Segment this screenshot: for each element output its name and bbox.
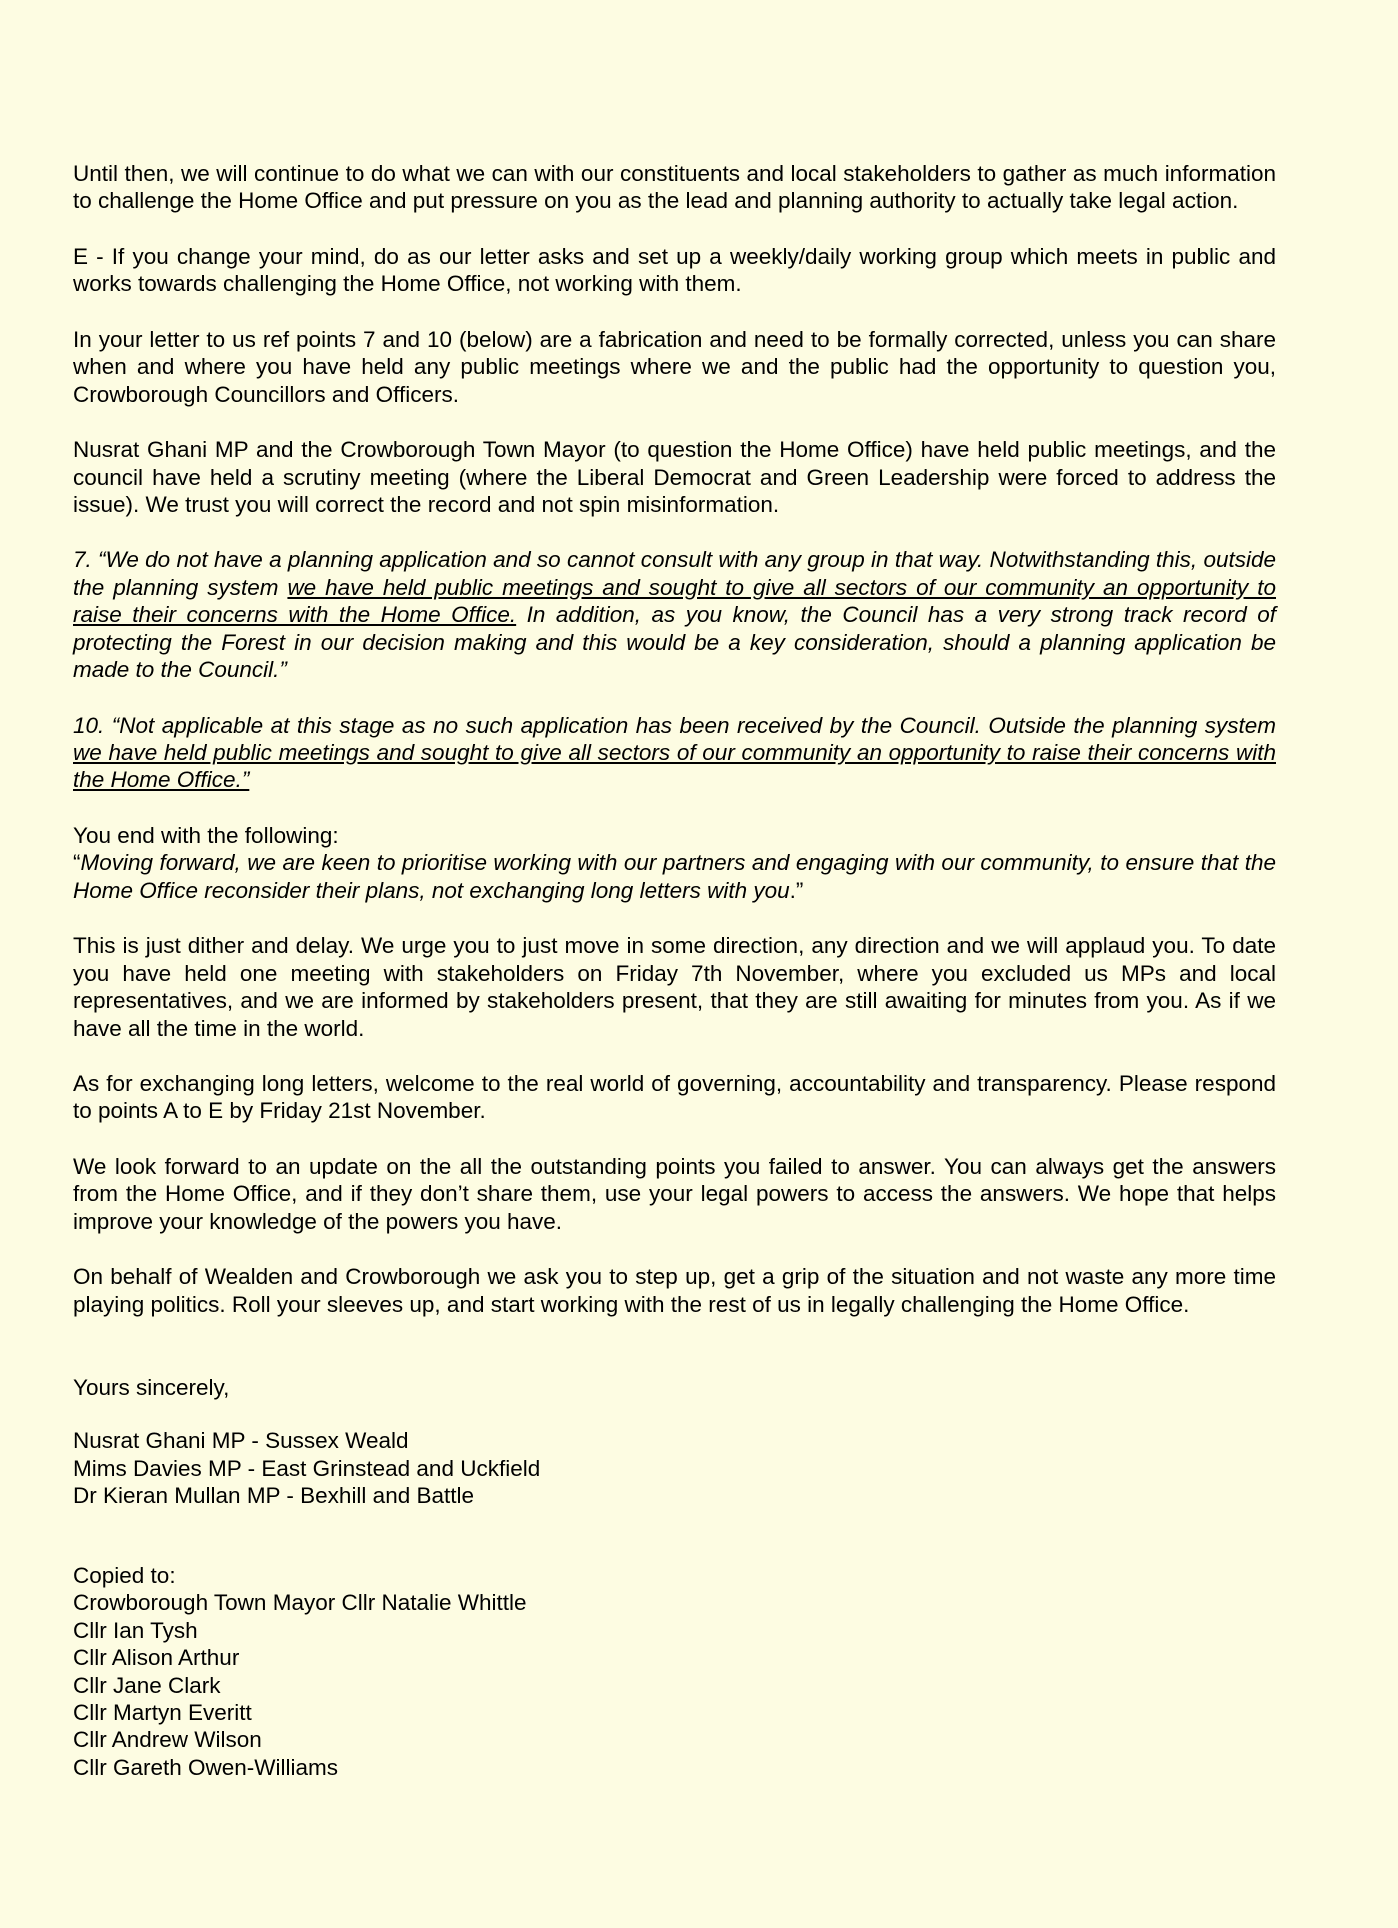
signatory-1: Nusrat Ghani MP - Sussex Weald [73,1428,409,1454]
copied-to-recipient: Cllr Alison Arthur [73,1645,240,1671]
quoted-point-10-part-a: 10. “Not applicable at this stage as no such application has been received by the Council. Outside the planning system [73,712,1276,738]
copied-to-recipient: Cllr Andrew Wilson [73,1727,262,1753]
quote-open-mark: “ [73,850,81,876]
paragraph-until-then: Until then, we will continue to do what we can with our constituents and local stakeholders to gather as much information to challenge the Home Office and put pressure on you as the lead and planning authority to actually take legal action. [73,161,1276,214]
copied-to-block [73,1562,1276,1782]
quoted-point-10-underlined: we have held public meetings and sought to give all sectors of our community an opportunity to raise their concerns with the Home Office.” [73,740,1276,793]
copied-to-recipient: Crowborough Town Mayor Cllr Natalie Whittle [73,1590,527,1616]
quoted-point-7-part-b: In addition, as you know, the Council has a very strong track record of protecting the Forest in our decision making and this would be a key consideration, should a planning application be made to the Council.” [73,602,1276,683]
signatory-3: Dr Kieran Mullan MP - Bexhill and Battle [73,1483,475,1509]
paragraph-on-behalf: On behalf of Wealden and Crowborough we ask you to step up, get a grip of the situation and not waste any more time playing politics. Roll your sleeves up, and start working with the rest of us in legally challenging the Home Office. [73,1264,1276,1317]
paragraph-dither-and-delay: This is just dither and delay. We urge you to just move in some direction, any direction and we will applaud you. To date you have held one meeting with stakeholders on Friday 7th November, where you excluded us MPs and local representatives, and we are informed by stakeholders present, that they are still awaiting for minutes from you. As if we have all the time in the world. [73,933,1276,1041]
paragraph-long-letters: As for exchanging long letters, welcome to the real world of governing, accountability and transparency. Please respond to points A to E by Friday 21st November. [73,1070,1276,1124]
you-end-quote [73,849,1276,904]
quoted-point-10 [73,712,1276,794]
copied-to-recipient: Cllr Jane Clark [73,1672,221,1698]
copied-to-recipient: Cllr Ian Tysh [73,1617,198,1643]
paragraph-point-e: E - If you change your mind, do as our letter asks and set up a weekly/daily working group which meets in public and works towards challenging the Home Office, not working with them. [73,243,1276,297]
quoted-point-7-underlined: we have held public meetings and sought to give all sectors of our community an opportunity to raise their concerns with the Home Office. [73,574,1276,628]
spacer [73,1510,1276,1562]
you-end-heading: You end with the following: [73,822,339,848]
quote-close-mark: .” [789,877,804,903]
signature-block [73,1374,1276,1510]
you-end-quote-italic: Moving forward, we are keen to prioritise working with our partners and engaging with our community, to ensure that the Home Office reconsider their plans, not exchanging long letters with you [73,850,1276,903]
paragraph-public-meetings: Nusrat Ghani MP and the Crowborough Town Mayor (to question the Home Office) have held public meetings, and the council have held a scrutiny meeting (where the Liberal Democrat and Green Leadership were forced to address the issue). We trust you will correct the record and not spin misinformation. [73,437,1276,517]
spacer [73,1401,1276,1427]
signatory-2: Mims Davies MP - East Grinstead and Uckfield [73,1455,541,1481]
quoted-point-7-part-a: 7. “We do not have a planning application and so cannot consult with any group in that way. Notwithstanding this, outside the planning system [73,547,1276,600]
paragraph-fabrication: In your letter to us ref points 7 and 10 (below) are a fabrication and need to be formally corrected, unless you can share when and where you have held any public meetings where we and the public had the opportunity to question you, Crowborough Councillors and Officers. [73,326,1276,407]
closing-salutation: Yours sincerely, [73,1375,230,1400]
copied-to-recipient: Cllr Martyn Everitt [73,1699,252,1725]
copied-to-recipient: Cllr Gareth Owen-Williams [73,1754,339,1780]
copied-to-heading: Copied to: [73,1562,176,1588]
paragraph-outstanding-points: We look forward to an update on the all the outstanding points you failed to answer. You can always get the answers from the Home Office, and if they don’t share them, use your legal powers to access the answers. We hope that helps improve your knowledge of the powers you have. [73,1153,1276,1234]
quoted-point-7 [73,546,1276,683]
letter-body [73,160,1276,1781]
